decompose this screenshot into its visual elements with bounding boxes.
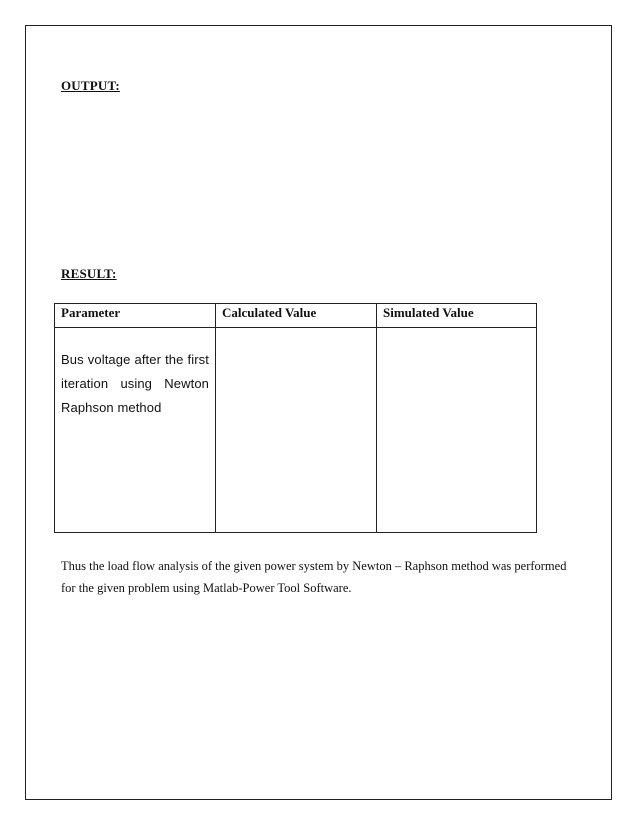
conclusion-paragraph: [61, 555, 581, 599]
result-table: [54, 303, 537, 533]
cell-calculated-value: [216, 328, 377, 533]
cell-parameter: Bus voltage after the first iteration using Newton Raphson method: [55, 328, 216, 533]
conclusion-line-2: for the given problem using Matlab-Power Tool Software.: [61, 581, 352, 595]
cell-simulated-value: [377, 328, 537, 533]
result-heading: RESULT:: [61, 266, 117, 281]
header-simulated-value: Simulated Value: [377, 304, 537, 328]
header-parameter: Parameter: [55, 304, 216, 328]
table-header-row: [55, 304, 537, 328]
conclusion-line-1: Thus the load flow analysis of the given power system by Newton – Raphson method was performed: [61, 559, 567, 573]
header-calculated-value: Calculated Value: [216, 304, 377, 328]
output-heading: OUTPUT:: [61, 78, 120, 93]
table-row: [55, 328, 537, 533]
